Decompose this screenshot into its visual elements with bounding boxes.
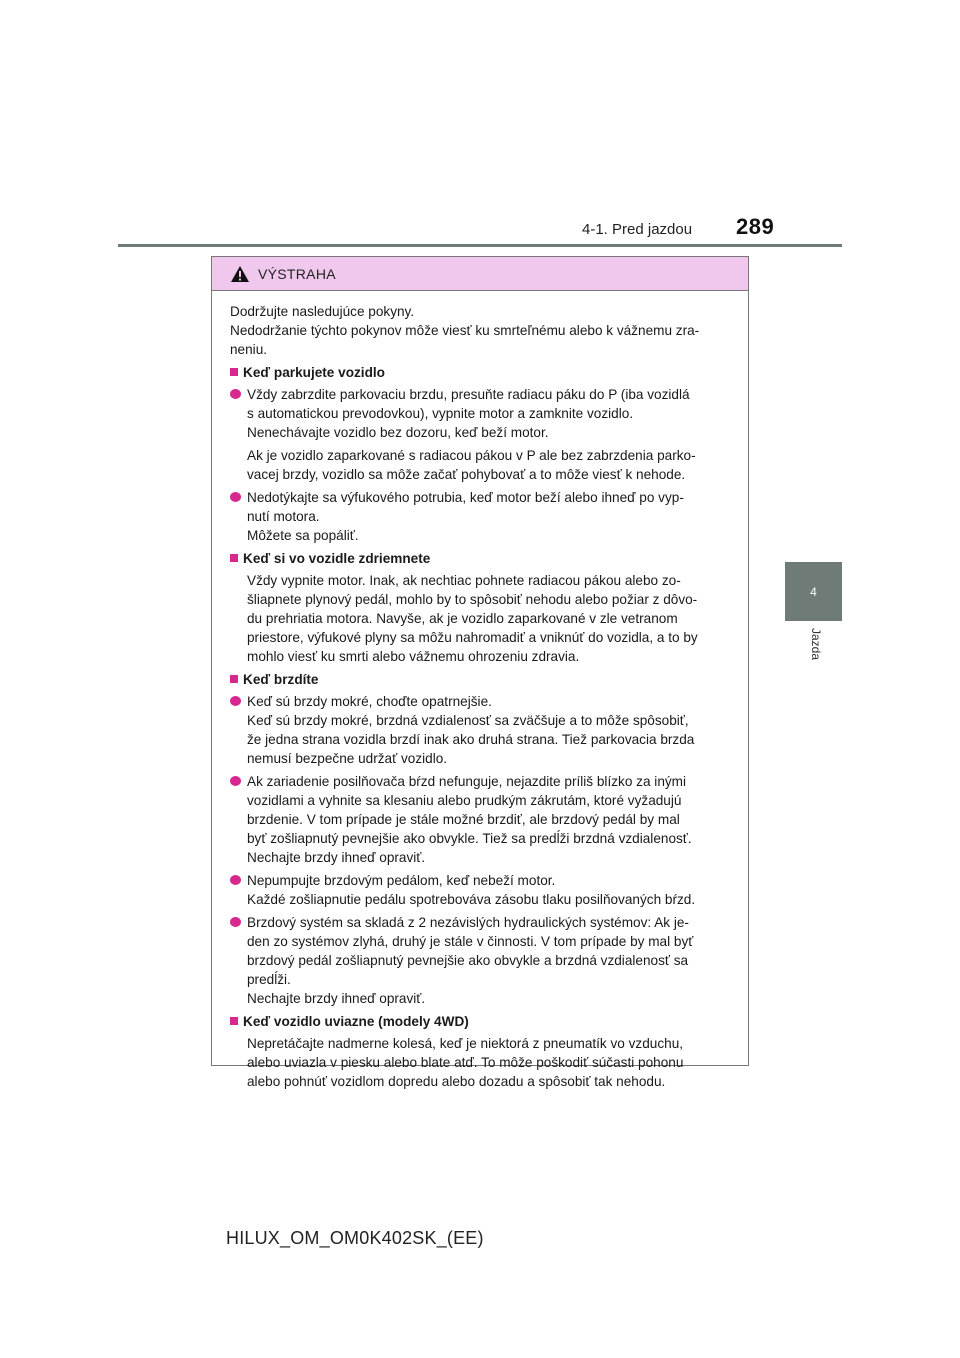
page-number: 289 [736, 214, 775, 239]
chapter-label: Jazda [809, 628, 823, 661]
circle-bullet-icon [230, 776, 241, 786]
warning-triangle-icon [230, 265, 250, 283]
chapter-number: 4 [810, 584, 817, 599]
square-bullet-icon [230, 368, 238, 376]
chapter-tab [785, 562, 842, 621]
square-bullet-icon [230, 675, 238, 683]
section-heading: Keď si vo vozidle zdriemnete [230, 549, 740, 568]
circle-bullet-icon [230, 389, 241, 399]
list-item: Nepumpujte brzdovým pedálom, keď nebeží motor. Každé zošliapnutie pedálu spotrebováva zásobu tlaku posilňovaných bŕzd. [230, 871, 740, 909]
circle-bullet-icon [230, 492, 241, 502]
warning-box [211, 256, 749, 1089]
section-title: 4-1. Pred jazdou [582, 221, 693, 238]
list-item: Ak zariadenie posilňovača bŕzd nefunguje, nejazdite príliš blízko za inými vozidlami a vyhnite sa klesaniu alebo prudkým zákrutám, ktoré vyžadujú brzdenie. V tom prípade je stále možné brzdiť, ale brzdový pedál by mal byť zošliapnutý pevnejšie ako obvykle. Tiež sa predĺži brzdná vzdialenosť. Nechajte brzdy ihneď opraviť. [230, 772, 740, 867]
warning-intro: Dodržujte nasledujúce pokyny. Nedodržanie týchto pokynov môže viesť ku smrteľnému alebo k vážnemu zra- neniu. [230, 304, 700, 357]
section-text: Nepretáčajte nadmerne kolesá, keď je niektorá z pneumatík vo vzduchu, alebo uviazla v piesku alebo blate atď. To môže poškodiť súčasti pohonu alebo pohnúť vozidlom dopredu alebo dozadu a spôsobiť tak nehodu. [247, 1036, 684, 1089]
list-item: Nedotýkajte sa výfukového potrubia, keď motor beží alebo ihneď po vyp- nutí motora. Môžete sa popáliť. [230, 488, 740, 545]
warning-body [212, 291, 748, 1091]
list-item: Keď sú brzdy mokré, choďte opatrnejšie. Keď sú brzdy mokré, brzdná vzdialenosť sa zväčšuje a to môže spôsobiť, že jedna strana vozidla brzdí inak ako druhá strana. Tiež parkovacia brzda nemusí bezpečne udržať vozidlo. [230, 692, 740, 768]
circle-bullet-icon [230, 875, 241, 885]
warning-header [212, 257, 748, 291]
square-bullet-icon [230, 554, 238, 562]
section-heading: Keď parkujete vozidlo [230, 363, 740, 382]
circle-bullet-icon [230, 696, 241, 706]
section-heading: Keď brzdíte [230, 670, 740, 689]
circle-bullet-icon [230, 917, 241, 927]
list-item: Brzdový systém sa skladá z 2 nezávislých hydraulických systémov: Ak je- den zo systémov zlyhá, druhý je stále v činnosti. V tom prípade by mal byť brzdový pedál zošliapnutý pevnejšie ako obvykle a brzdná vzdialenosť sa predĺži. Nechajte brzdy ihneď opraviť. [230, 913, 740, 1008]
square-bullet-icon [230, 1017, 238, 1025]
warning-title: VÝSTRAHA [258, 265, 336, 282]
document-code: HILUX_OM_OM0K402SK_(EE) [226, 1228, 484, 1248]
list-item: Vždy zabrzdite parkovaciu brzdu, presuňte radiacu páku do P (iba vozidlá s automatickou prevodovkou), vypnite motor a zamknite vozidlo. Nenechávajte vozidlo bez dozoru, keď beží motor. Ak je vozidlo zaparkované s radiacou pákou v P ale bez zabrzdenia parko- vacej brzdy, vozidlo sa môže začať pohybovať a to môže viesť k nehode. [230, 385, 740, 484]
header-divider [118, 244, 842, 247]
section-text: Vždy vypnite motor. Inak, ak nechtiac pohnete radiacou pákou alebo zo- šliapnete plynový pedál, mohlo by to spôsobiť nehodu alebo požiar z dôvo- du prehriatia motora. Navyše, ak je vozidlo zaparkované v zle vetranom priestore, výfukové plyny sa môžu nahromadiť a vniknúť do vozidla, a to by mohlo viesť ku smrti alebo vážnemu ohrozeniu zdravia. [247, 573, 698, 664]
section-heading: Keď vozidlo uviazne (modely 4WD) [230, 1012, 740, 1031]
